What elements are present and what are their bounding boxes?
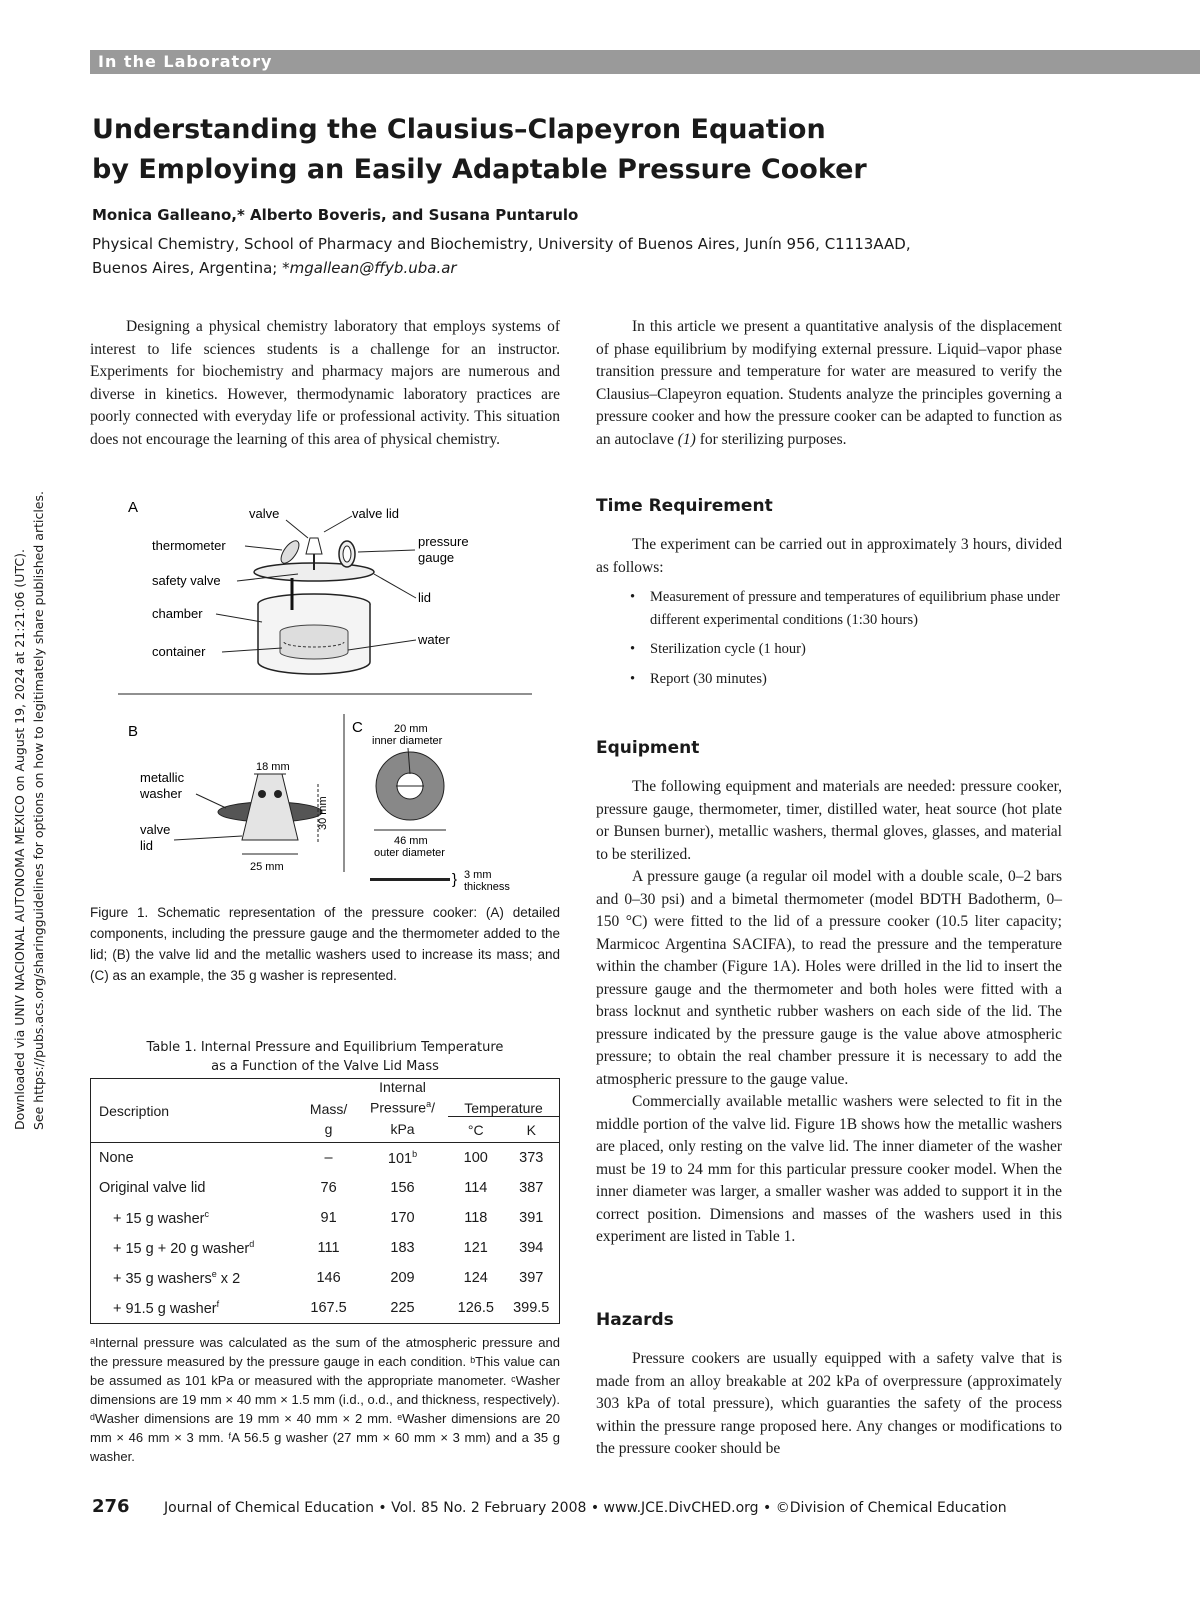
label-metallic-1: metallic <box>140 770 185 785</box>
cell-description: None <box>99 1150 134 1167</box>
cell-description-suffix: x 2 <box>216 1271 241 1288</box>
equipment-paragraph-3: Commercially available metallic washers were selected to fit in the middle portion of the valve lid. Figure 1B shows how the metallic washers are placed, only resting on the valve lid. The inner diameter of the washer must be 19 to 24 mm for this particular pressure cooker model. When the inner diameter was larger, a smaller washer was added to support it in the correct position. Dimensions and masses of the washers used in this experiment are listed in Table 1. <box>596 1093 1062 1245</box>
left-column-intro <box>90 316 560 451</box>
thickness-label: thickness <box>464 881 510 892</box>
cell-kelvin: 373 <box>519 1150 544 1167</box>
title-line-1: Understanding the Clausius–Clapeyron Equation <box>92 114 826 145</box>
header-kelvin: K <box>526 1121 536 1138</box>
valve-hole-left <box>258 790 266 798</box>
cell-kelvin: 399.5 <box>513 1300 550 1317</box>
table-1 <box>90 1078 560 1324</box>
dim-30-label: 30 mm <box>317 796 329 830</box>
journal-info: Journal of Chemical Education • Vol. 85 No. 2 February 2008 • www.JCE.DivCHED.org • ©Division of Chemical Education <box>164 1500 1007 1516</box>
leader-pressure-gauge <box>358 550 415 552</box>
header-temperature: Temperature <box>448 1079 559 1117</box>
title-line-2: by Employing an Easily Adaptable Pressure Cooker <box>92 154 867 185</box>
cell-description-sup: f <box>216 1299 220 1310</box>
label-chamber: chamber <box>152 606 203 621</box>
side-note-line-2: See https://pubs.acs.org/sharingguidelines for options on how to legitimately share published articles. <box>31 491 46 1130</box>
cell-pressure: 183 <box>390 1240 415 1257</box>
cell-mass: 111 <box>317 1240 340 1257</box>
dim-18-label: 18 mm <box>256 761 290 773</box>
label-water: water <box>418 632 450 647</box>
cell-mass: 167.5 <box>310 1300 347 1317</box>
cell-description <box>91 1233 301 1263</box>
cell-kelvin: 397 <box>519 1270 544 1287</box>
cell-celsius: 121 <box>463 1240 488 1257</box>
label-metallic-2: washer <box>140 786 182 801</box>
dim-3-label: 3 mm <box>464 869 492 881</box>
valve-lid-shape <box>306 538 322 554</box>
valve-lid-cone <box>242 774 298 840</box>
header-celsius: °C <box>467 1121 484 1138</box>
heading-equipment: Equipment <box>596 738 700 758</box>
cell-mass: – <box>324 1150 333 1167</box>
header-pressure <box>357 1079 448 1117</box>
list-item: • Measurement of pressure and temperatures of equilibrium phase under different experimental conditions (1:30 hours) <box>630 586 1060 631</box>
label-thermometer: thermometer <box>152 538 226 553</box>
figure-1-caption: Figure 1. Schematic representation of the pressure cooker: (A) detailed components, including the pressure gauge and the thermometer added to the lid; (B) the valve lid and the metallic washers used to increase its mass; and (C) as an example, the 35 g washer is represented. <box>90 905 560 983</box>
leader-valve-lid <box>324 516 352 532</box>
thickness-bar <box>370 878 450 881</box>
right-intro-end: for sterilizing purposes. <box>695 430 847 448</box>
label-lid: lid <box>418 590 432 605</box>
affiliation-line-1: Physical Chemistry, School of Pharmacy and Biochemistry, University of Buenos Aires, Junín 956, C1113AAD, <box>92 235 911 253</box>
side-note-line-1: Downloaded via UNIV NACIONAL AUTONOMA MEXICO on August 19, 2024 at 21:21:06 (UTC). <box>12 549 27 1130</box>
cell-celsius: 124 <box>463 1270 488 1287</box>
equipment-text <box>596 776 1062 1249</box>
cell-description <box>91 1203 301 1233</box>
cell-kelvin: 391 <box>519 1210 544 1227</box>
panel-b-label: B <box>128 723 139 740</box>
cell-description <box>91 1293 301 1324</box>
leader-chamber <box>216 614 262 622</box>
label-pressure-gauge-1: pressure <box>418 534 469 549</box>
header-pressure-sup: a <box>426 1099 432 1109</box>
dim-25-label: 25 mm <box>250 861 284 873</box>
table-row <box>91 1203 560 1233</box>
figure-1 <box>112 492 542 892</box>
cell-pressure: 156 <box>390 1180 415 1197</box>
table-row <box>91 1173 560 1203</box>
leader-lid <box>374 574 416 598</box>
equipment-paragraph-1: The following equipment and materials are needed: pressure cooker, pressure gauge, thermometer, timer, distilled water, heat source (hot plate or Bunsen burner), metallic washers, thermal gloves, glasses, and material to be sterilized. <box>596 778 1062 863</box>
label-valve-b-2: lid <box>140 838 154 853</box>
thermometer-dial <box>278 538 303 566</box>
table-1-caption <box>90 1038 560 1076</box>
right-intro-paragraph <box>596 316 1062 451</box>
leader-valve-lid-b <box>174 836 242 840</box>
cell-pressure-sup: b <box>412 1149 418 1160</box>
right-intro-text: In this article we present a quantitative analysis of the displacement of phase equilibrium by modifying external pressure. Liquid–vapor phase transition pressure and temperature for water are measured to verify the Clausius–Clapeyron equation. Students analyze the principles governing a pressure cooker and how the pressure cooker can be adapted to function as an autoclave <box>596 318 1062 448</box>
valve-hole-right <box>274 790 282 798</box>
cell-description-sup: c <box>204 1209 209 1220</box>
cell-mass: 146 <box>316 1270 341 1287</box>
leader-valve <box>286 520 308 538</box>
table-row <box>91 1263 560 1293</box>
cell-pressure: 225 <box>390 1300 415 1317</box>
heading-time-requirement: Time Requirement <box>596 496 773 516</box>
page-footer <box>92 1496 1072 1517</box>
cell-pressure <box>357 1143 448 1174</box>
header-pressure-slash: / <box>431 1099 435 1116</box>
cell-celsius: 126.5 <box>457 1300 494 1317</box>
intro-paragraph: Designing a physical chemistry laboratory that employs systems of interest to life sciences students is a challenge for an instructor. Experiments for biochemistry and pharmacy majors are numerous and diverse in kinetics. However, thermodynamic laboratory practices are poorly connected with everyday life or professional activity. This situation does not encourage the learning of this area of physical chemistry. <box>90 318 560 448</box>
section-label: In the Laboratory <box>98 52 273 71</box>
header-description: Description <box>99 1102 170 1119</box>
cell-celsius: 100 <box>463 1150 488 1167</box>
leader-metallic-washer <box>196 794 226 808</box>
cell-description-text: + 15 g washer <box>113 1211 205 1228</box>
panel-c-label: C <box>352 719 363 736</box>
figure-1-drawing <box>112 492 542 892</box>
table-1-notes: ᵃInternal pressure was calculated as the sum of the atmospheric pressure and the pressure measured by the pressure gauge in each condition. ᵇThis value can be assumed as 101 kPa or measured with the appropriate manometer. ᶜWasher dimensions are 19 mm × 40 mm × 1.5 mm (i.d., o.d., and thickness, respectively). ᵈWasher dimensions are 19 mm × 40 mm × 2 mm. ᵉWasher dimensions are 20 mm × 46 mm × 3 mm. ᶠA 56.5 g washer (27 mm × 60 mm × 3 mm) and a 35 g washer. <box>90 1335 560 1464</box>
cell-celsius: 118 <box>464 1210 488 1227</box>
label-pressure-gauge-2: gauge <box>418 550 455 565</box>
cell-mass: 76 <box>320 1180 337 1197</box>
thickness-brace: } <box>452 871 458 888</box>
table-row <box>91 1233 560 1263</box>
header-mass: Mass/ <box>309 1100 348 1117</box>
time-paragraph: The experiment can be carried out in approximately 3 hours, divided as follows: <box>596 536 1062 576</box>
download-side-note <box>10 430 48 1130</box>
header-pressure-1: Internal <box>379 1079 426 1095</box>
authors: Monica Galleano,* Alberto Boveris, and Susana Puntarulo <box>92 206 579 224</box>
hazards-text <box>596 1348 1062 1461</box>
section-header-bar <box>90 50 1200 74</box>
equipment-paragraph-2: A pressure gauge (a regular oil model with a double scale, 0–2 bars and 0–30 psi) and a bimetal thermometer (model BDTH Badotherm, 0–150 °C) were fitted to the lid of a pressure cooker (10.5 liter capacity; Marmicoc Argentina SACIFA), to read the pressure and the temperature within the chamber (Figure 1A). Holes were drilled in the lid to insert the pressure gauge and the thermometer and both holes were fitted with a brass locknut and synthetic rubber washers on each side of the lid. The pressure indicated by the pressure gauge is the value above atmospheric pressure; to obtain the real chamber pressure it is necessary to add the atmospheric pressure to the gauge value. <box>596 868 1062 1088</box>
cell-description <box>91 1263 301 1293</box>
cell-celsius: 114 <box>464 1180 488 1197</box>
dim-20-label: 20 mm <box>394 723 428 735</box>
table-row <box>91 1143 560 1174</box>
pressure-gauge-face <box>343 546 351 562</box>
article-title <box>92 110 1092 190</box>
time-requirement-list <box>630 586 1060 697</box>
cell-description-text: + 35 g washers <box>113 1271 212 1288</box>
label-valve: valve <box>249 506 280 521</box>
hazards-paragraph: Pressure cookers are usually equipped with a safety valve that is made from an alloy breakable at 202 kPa of overpressure (approximately 303 kPa of total pressure), which guaranties the safety of the process within the pressure range proposed here. Any changes or modifications to the pressure cooker should be <box>596 1350 1062 1457</box>
label-valve-lid: valve lid <box>352 506 399 521</box>
cell-kelvin: 387 <box>519 1180 544 1197</box>
label-container: container <box>152 644 206 659</box>
table-caption-line-2: as a Function of the Valve Lid Mass <box>211 1059 439 1074</box>
cell-description: Original valve lid <box>99 1180 206 1197</box>
cell-pressure: 209 <box>390 1270 415 1287</box>
label-valve-b-1: valve <box>140 822 171 837</box>
affiliation-line-2: Buenos Aires, Argentina; <box>92 259 283 277</box>
leader-thermometer <box>245 546 282 550</box>
cell-description-sup: e <box>211 1269 217 1280</box>
cell-pressure-value: 101 <box>387 1151 413 1168</box>
author-email[interactable]: *mgallean@ffyb.uba.ar <box>282 259 457 277</box>
panel-a-label: A <box>128 499 139 516</box>
heading-hazards: Hazards <box>596 1310 674 1330</box>
cell-description-text: + 15 g + 20 g washer <box>113 1241 250 1258</box>
cell-description-text: + 91.5 g washer <box>113 1301 217 1318</box>
list-item: • Sterilization cycle (1 hour) <box>630 638 1060 661</box>
outer-diameter-label: outer diameter <box>374 847 445 859</box>
header-pressure-2: Pressure <box>370 1099 427 1116</box>
list-item: • Report (30 minutes) <box>630 668 1060 691</box>
table-row <box>91 1293 560 1324</box>
time-requirement-text <box>596 534 1062 579</box>
cell-kelvin: 394 <box>519 1240 544 1257</box>
inner-diameter-label: inner diameter <box>372 735 443 747</box>
cell-description-sup: d <box>249 1239 255 1250</box>
cell-mass: 91 <box>320 1210 337 1227</box>
cell-pressure: 170 <box>390 1210 415 1227</box>
table-caption-line-1: Table 1. Internal Pressure and Equilibrium Temperature <box>146 1040 504 1055</box>
header-mass-unit: g <box>324 1121 333 1138</box>
right-column-intro <box>596 316 1062 451</box>
affiliation <box>92 232 1092 280</box>
reference-1[interactable]: (1) <box>677 430 696 448</box>
header-pressure-unit: kPa <box>390 1121 415 1138</box>
dim-46-label: 46 mm <box>394 835 428 847</box>
page-number: 276 <box>92 1496 130 1517</box>
label-safety-valve: safety valve <box>152 573 221 588</box>
